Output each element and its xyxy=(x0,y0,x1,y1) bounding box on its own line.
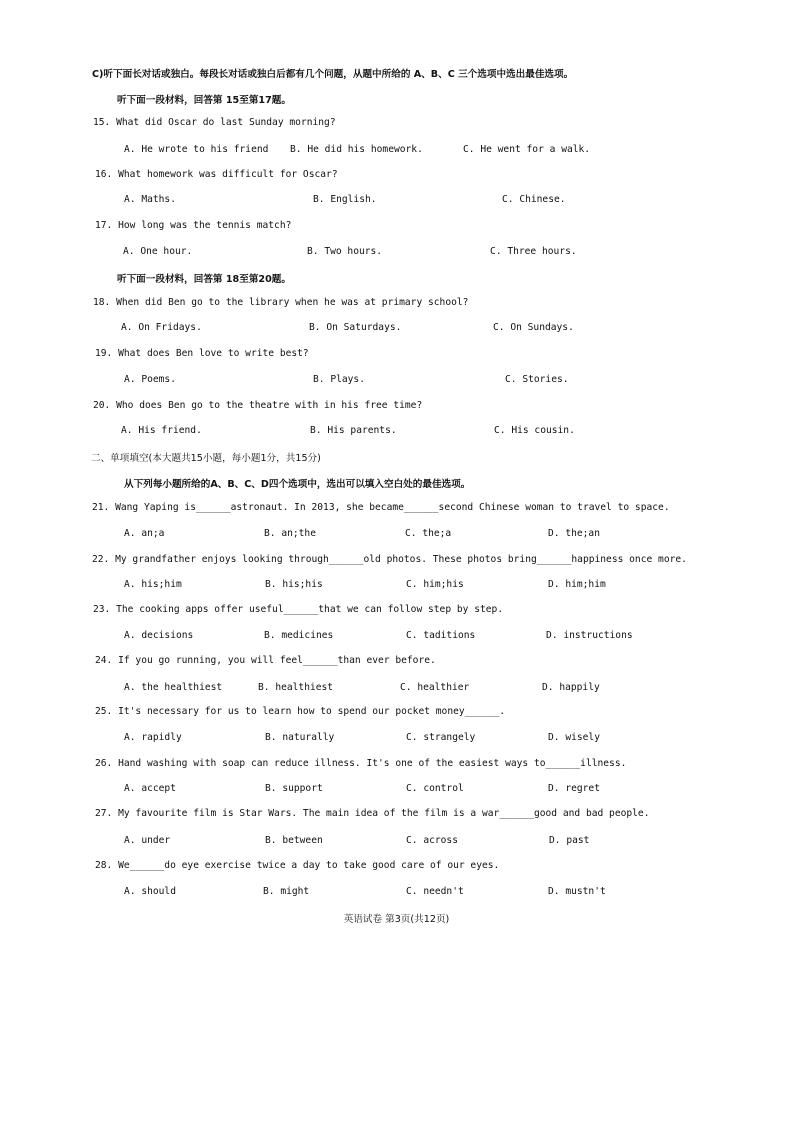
question-stem: 17. How long was the tennis match? xyxy=(95,220,292,231)
option-b: B. between xyxy=(265,835,323,846)
material-1-heading: 听下面一段材料，回答第 15至第17题。 xyxy=(117,95,291,106)
option-c: C. across xyxy=(406,835,458,846)
page-footer: 英语试卷 第3页(共12页) xyxy=(343,914,450,925)
option-c: C. Chinese. xyxy=(502,194,566,205)
option-a: A. should xyxy=(124,886,176,897)
option-d: D. him;him xyxy=(548,579,606,590)
option-a: A. decisions xyxy=(124,630,194,641)
question-stem: 16. What homework was difficult for Oscar? xyxy=(95,169,338,180)
option-c: C. strangely xyxy=(406,732,476,743)
option-a: A. His friend. xyxy=(121,425,202,436)
option-b: B. His parents. xyxy=(310,425,397,436)
option-d: D. regret xyxy=(548,783,600,794)
option-a: A. Maths. xyxy=(124,194,176,205)
question-stem: 28. We______do eye exercise twice a day to take good care of our eyes. xyxy=(95,860,500,871)
part-2-heading: 二、单项填空(本大题共15小题，每小题1分，共15分) xyxy=(91,453,321,464)
option-c: C. him;his xyxy=(406,579,464,590)
option-a: A. accept xyxy=(124,783,176,794)
option-a: A. rapidly xyxy=(124,732,182,743)
question-stem: 27. My favourite film is Star Wars. The main idea of the film is a war______good and bad people. xyxy=(95,808,650,819)
part-c-instruction: C)听下面长对话或独白。每段长对话或独白后都有几个问题，从题中所给的 A、B、C 三个选项中选出最佳选项。 xyxy=(92,69,574,80)
option-d: D. mustn't xyxy=(548,886,606,897)
option-b: B. an;the xyxy=(264,528,316,539)
option-a: A. One hour. xyxy=(123,246,193,257)
option-b: B. Plays. xyxy=(313,374,365,385)
question-stem: 25. It's necessary for us to learn how to spend our pocket money______. xyxy=(95,706,506,717)
option-a: A. an;a xyxy=(124,528,165,539)
option-b: B. naturally xyxy=(265,732,335,743)
question-stem: 22. My grandfather enjoys looking through______old photos. These photos bring______happiness once more. xyxy=(92,554,687,565)
option-b: B. He did his homework. xyxy=(290,144,423,155)
option-c: C. On Sundays. xyxy=(493,322,574,333)
option-b: B. healthiest xyxy=(258,682,334,693)
option-c: C. He went for a walk. xyxy=(463,144,591,155)
option-a: A. under xyxy=(124,835,171,846)
option-b: B. his;his xyxy=(265,579,323,590)
question-stem: 24. If you go running, you will feel______than ever before. xyxy=(95,655,436,666)
option-c: C. control xyxy=(406,783,464,794)
option-d: D. instructions xyxy=(546,630,633,641)
option-d: D. wisely xyxy=(548,732,600,743)
option-b: B. English. xyxy=(313,194,377,205)
option-c: C. the;a xyxy=(405,528,452,539)
option-c: C. needn't xyxy=(406,886,464,897)
option-c: C. taditions xyxy=(406,630,476,641)
option-c: C. healthier xyxy=(400,682,470,693)
question-stem: 20. Who does Ben go to the theatre with in his free time? xyxy=(93,400,423,411)
option-d: D. happily xyxy=(542,682,600,693)
option-d: D. the;an xyxy=(548,528,600,539)
material-2-heading: 听下面一段材料，回答第 18至第20题。 xyxy=(117,274,291,285)
question-stem: 18. When did Ben go to the library when he was at primary school? xyxy=(93,297,469,308)
option-a: A. his;him xyxy=(124,579,182,590)
option-c: C. Three hours. xyxy=(490,246,577,257)
option-a: A. the healthiest xyxy=(124,682,223,693)
question-stem: 21. Wang Yaping is______astronaut. In 2013, she became______second Chinese woman to travel to space. xyxy=(92,502,670,513)
question-stem: 19. What does Ben love to write best? xyxy=(95,348,309,359)
option-a: A. On Fridays. xyxy=(121,322,202,333)
option-a: A. Poems. xyxy=(124,374,176,385)
question-stem: 23. The cooking apps offer useful______that we can follow step by step. xyxy=(93,604,504,615)
option-b: B. might xyxy=(263,886,310,897)
question-stem: 26. Hand washing with soap can reduce illness. It's one of the easiest ways to______illness. xyxy=(95,758,627,769)
option-c: C. Stories. xyxy=(505,374,569,385)
option-b: B. On Saturdays. xyxy=(309,322,402,333)
question-stem: 15. What did Oscar do last Sunday morning? xyxy=(93,117,336,128)
option-a: A. He wrote to his friend xyxy=(124,144,269,155)
option-b: B. Two hours. xyxy=(307,246,383,257)
option-b: B. medicines xyxy=(264,630,334,641)
option-c: C. His cousin. xyxy=(494,425,575,436)
part-2-instruction: 从下列每小题所给的A、B、C、D四个选项中，选出可以填入空白处的最佳选项。 xyxy=(124,479,471,490)
option-d: D. past xyxy=(549,835,590,846)
option-b: B. support xyxy=(265,783,323,794)
